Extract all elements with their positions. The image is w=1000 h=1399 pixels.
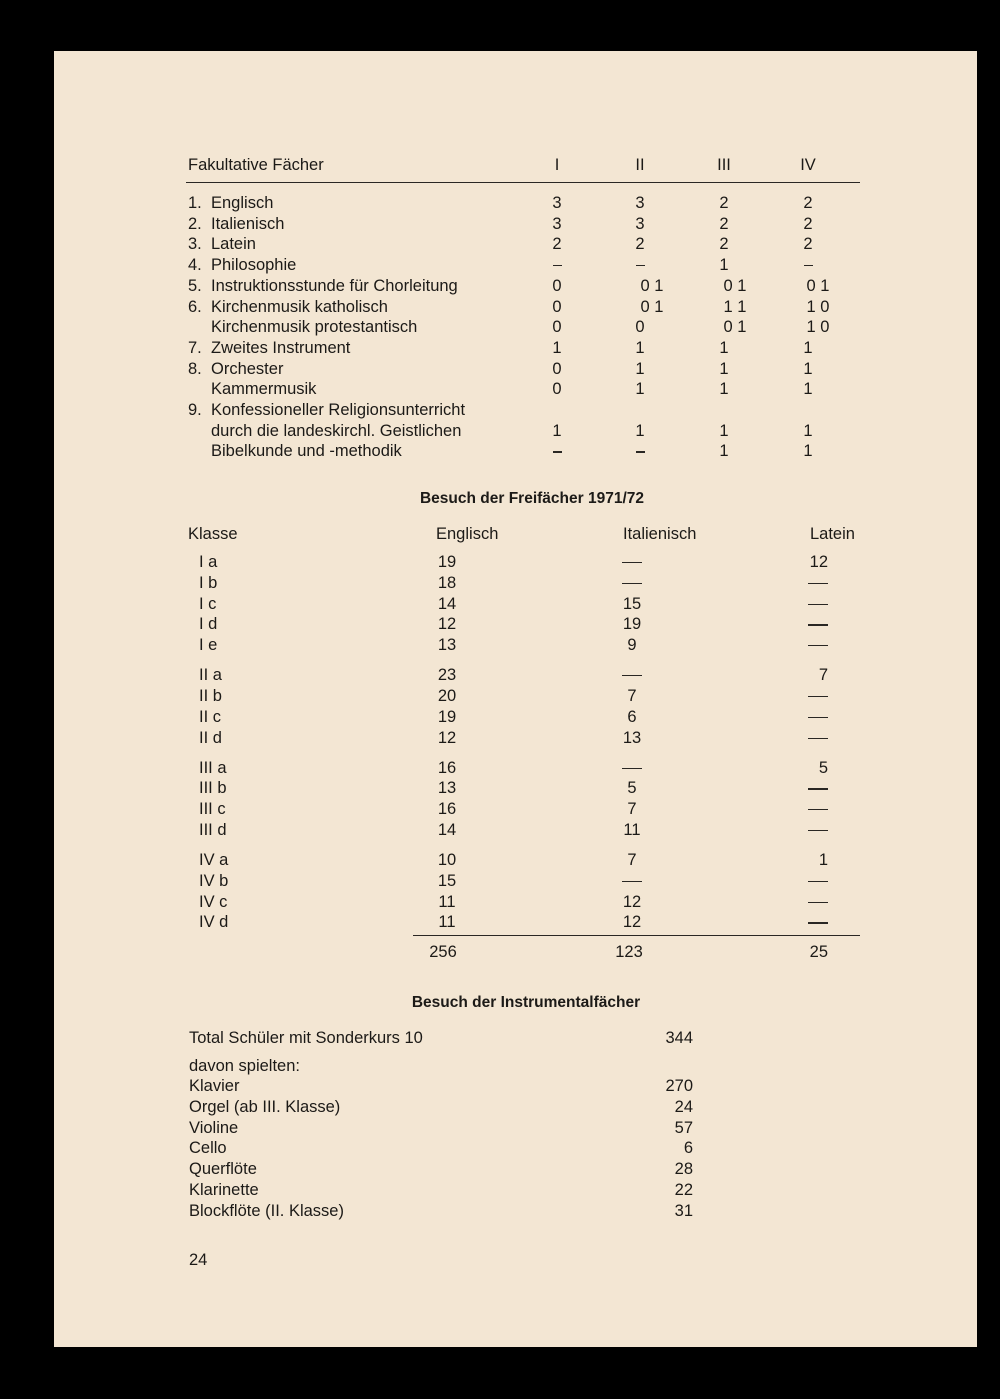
italienisch-value: 12 bbox=[622, 913, 642, 932]
dash-mark bbox=[636, 451, 645, 452]
fakultative-cell: 1 bbox=[719, 380, 729, 399]
klasse-label: III a bbox=[199, 758, 227, 777]
englisch-value: 23 bbox=[437, 666, 457, 685]
latein-value: 12 bbox=[809, 553, 828, 571]
fakultative-cell: 0 bbox=[552, 297, 562, 316]
dash-mark bbox=[553, 451, 562, 452]
latein-value bbox=[728, 778, 828, 798]
latein-value: 7 bbox=[818, 666, 828, 685]
page-number: 24 bbox=[189, 1251, 208, 1269]
fakultative-row-number: 1. bbox=[188, 194, 202, 212]
italienisch-value: 5 bbox=[627, 779, 637, 798]
latein-value: 1 bbox=[818, 851, 828, 869]
fakultative-cell: 2 bbox=[552, 235, 562, 254]
dash-mark bbox=[804, 265, 813, 266]
fakultative-row-number: 3. bbox=[188, 235, 202, 254]
italienisch-value: 13 bbox=[622, 728, 642, 747]
fakultative-cell: 1 bbox=[719, 338, 729, 357]
fakultative-cell: 1 bbox=[719, 442, 729, 461]
klasse-label: II b bbox=[199, 687, 222, 705]
fakultative-cell: 0 bbox=[552, 318, 562, 337]
instrument-value: 57 bbox=[674, 1118, 693, 1137]
fakultative-cell: 1 bbox=[803, 380, 813, 399]
klasse-label: III d bbox=[199, 821, 227, 839]
fakultative-cell: 3 bbox=[552, 214, 562, 233]
englisch-value: 15 bbox=[437, 871, 457, 890]
klasse-label: IV c bbox=[199, 892, 228, 911]
latein-value bbox=[728, 686, 828, 706]
fakultative-cell: 2 bbox=[803, 194, 813, 212]
fakultative-cell: 1 bbox=[719, 256, 729, 275]
fakultative-row-label: Instruktionsstunde für Chorleitung bbox=[211, 276, 458, 295]
klasse-label: III c bbox=[199, 800, 226, 819]
fakultative-col-header: I bbox=[554, 156, 560, 174]
instrument-label: Querflöte bbox=[189, 1160, 257, 1179]
dash-mark bbox=[808, 830, 828, 831]
latein-value bbox=[728, 728, 828, 748]
freifaecher-col-header: Italienisch bbox=[623, 525, 697, 543]
dash-mark bbox=[622, 675, 642, 676]
fakultative-cell: 3 bbox=[635, 214, 645, 233]
italienisch-value: 9 bbox=[627, 636, 637, 655]
dash-mark bbox=[808, 624, 828, 625]
fakultative-cell bbox=[758, 255, 858, 275]
fakultative-row-number: 8. bbox=[188, 359, 202, 378]
fakultative-cell: 0 1 bbox=[723, 276, 747, 295]
italienisch-total: 123 bbox=[615, 943, 643, 961]
latein-value: 5 bbox=[818, 758, 828, 777]
latein-value bbox=[728, 871, 828, 891]
fakultative-cell: 1 bbox=[552, 421, 562, 440]
fakultative-cell: 0 bbox=[552, 359, 562, 378]
fakultative-cell: 1 0 bbox=[806, 297, 830, 316]
englisch-value: 12 bbox=[437, 728, 457, 747]
fakultative-col-header: III bbox=[717, 156, 731, 174]
header-rule bbox=[186, 182, 860, 183]
fakultative-cell: 1 bbox=[803, 359, 813, 378]
klasse-label: I a bbox=[199, 553, 218, 571]
klasse-label: IV b bbox=[199, 871, 229, 890]
italienisch-value: 11 bbox=[623, 821, 641, 839]
fakultative-row-label: Englisch bbox=[211, 194, 274, 212]
instrument-label: Klarinette bbox=[189, 1181, 259, 1199]
italienisch-value bbox=[582, 665, 682, 685]
fakultative-cell: 2 bbox=[719, 194, 729, 212]
dash-mark bbox=[808, 583, 828, 584]
englisch-value: 19 bbox=[437, 553, 457, 571]
fakultative-cell: 3 bbox=[635, 194, 645, 212]
fakultative-row-label: Kammermusik bbox=[211, 380, 317, 399]
instrument-value: 270 bbox=[665, 1077, 693, 1095]
freifaecher-col-header: Klasse bbox=[188, 525, 238, 543]
dash-mark bbox=[808, 881, 828, 882]
englisch-value: 13 bbox=[437, 636, 457, 655]
fakultative-cell: 2 bbox=[803, 214, 813, 233]
instrument-label: Klavier bbox=[189, 1077, 240, 1095]
freifaecher-col-header: Englisch bbox=[436, 525, 499, 543]
instrument-value: 24 bbox=[674, 1097, 693, 1116]
instrument-value: 22 bbox=[674, 1181, 693, 1199]
englisch-total: 256 bbox=[429, 943, 457, 961]
fakultative-cell: 2 bbox=[803, 235, 813, 254]
dash-mark bbox=[808, 788, 828, 789]
fakultative-col-header: IV bbox=[800, 156, 816, 174]
klasse-label: I b bbox=[199, 573, 218, 592]
freifaecher-col-header: Latein bbox=[810, 525, 855, 543]
italienisch-value: 7 bbox=[627, 851, 637, 869]
latein-value bbox=[728, 707, 828, 727]
dash-mark bbox=[808, 809, 828, 810]
klasse-label: II d bbox=[199, 728, 222, 747]
latein-value bbox=[728, 912, 828, 932]
italienisch-value bbox=[582, 871, 682, 891]
fakultative-cell: 2 bbox=[719, 214, 729, 233]
fakultative-cell: 1 bbox=[803, 421, 813, 440]
dash-mark bbox=[808, 922, 828, 923]
italienisch-value bbox=[582, 758, 682, 778]
fakultative-row-number: 5. bbox=[188, 276, 202, 295]
italienisch-value: 7 bbox=[627, 800, 637, 819]
klasse-label: I e bbox=[199, 636, 218, 655]
italienisch-value: 19 bbox=[622, 615, 642, 634]
total-schueler-label: Total Schüler mit Sonderkurs 10 bbox=[189, 1029, 423, 1047]
klasse-label: IV a bbox=[199, 851, 229, 869]
fakultative-row-label: Latein bbox=[211, 235, 256, 254]
klasse-label: III b bbox=[199, 779, 227, 798]
fakultative-cell: 2 bbox=[635, 235, 645, 254]
fakultative-cell: 1 0 bbox=[806, 318, 830, 337]
dash-mark bbox=[808, 717, 828, 718]
klasse-label: I d bbox=[199, 615, 218, 634]
freifaecher-title: Besuch der Freifächer 1971/72 bbox=[419, 490, 644, 507]
italienisch-value bbox=[582, 573, 682, 593]
latein-total: 25 bbox=[809, 943, 828, 961]
fakultative-cell: 1 bbox=[635, 380, 645, 399]
fakultative-cell: 1 1 bbox=[723, 297, 747, 316]
fakultative-cell: 1 bbox=[635, 421, 645, 440]
klasse-label: I c bbox=[199, 594, 217, 613]
englisch-value: 18 bbox=[437, 573, 457, 592]
fakultative-cell: 0 bbox=[552, 276, 562, 295]
englisch-value: 12 bbox=[437, 615, 457, 634]
fakultative-cell: 0 1 bbox=[806, 276, 830, 295]
fakultative-cell: 1 bbox=[635, 359, 645, 378]
fakultative-cell: 1 bbox=[803, 442, 813, 461]
latein-value bbox=[728, 573, 828, 593]
latein-value bbox=[728, 892, 828, 912]
davon-spielten-label: davon spielten: bbox=[189, 1057, 300, 1075]
fakultative-row-label: Kirchenmusik katholisch bbox=[211, 297, 388, 316]
fakultative-row-label: Orchester bbox=[211, 359, 284, 378]
instrument-label: Cello bbox=[189, 1139, 227, 1158]
fakultative-row-label: Italienisch bbox=[211, 214, 285, 233]
englisch-value: 19 bbox=[437, 707, 457, 726]
dash-mark bbox=[808, 902, 828, 903]
dash-mark bbox=[622, 562, 642, 563]
dash-mark bbox=[636, 265, 645, 266]
dash-mark bbox=[808, 645, 828, 646]
englisch-value: 16 bbox=[437, 758, 457, 777]
instrument-value: 6 bbox=[683, 1139, 693, 1158]
fakultative-row-label: Konfessioneller Religionsunterricht bbox=[211, 401, 466, 419]
fakultative-row-label: Philosophie bbox=[211, 256, 297, 275]
fakultative-cell: 0 1 bbox=[723, 318, 747, 337]
fakultative-cell: 0 bbox=[552, 380, 562, 399]
instrument-value: 31 bbox=[674, 1201, 693, 1220]
latein-value bbox=[728, 614, 828, 634]
italienisch-value: 15 bbox=[622, 594, 642, 613]
italienisch-value bbox=[582, 552, 682, 572]
fakultative-row-number: 4. bbox=[188, 256, 202, 275]
fakultative-row-label: Bibelkunde und -methodik bbox=[211, 442, 402, 461]
englisch-value: 16 bbox=[437, 800, 457, 819]
fakultative-cell: 0 bbox=[635, 318, 645, 337]
fakultative-row-label: Zweites Instrument bbox=[211, 338, 351, 357]
klasse-label: IV d bbox=[199, 913, 229, 932]
fakultative-header-label: Fakultative Fächer bbox=[188, 156, 324, 174]
fakultative-cell: 1 bbox=[635, 338, 645, 357]
dash-mark bbox=[808, 738, 828, 739]
englisch-value: 14 bbox=[437, 821, 457, 839]
latein-value bbox=[728, 635, 828, 655]
englisch-value: 20 bbox=[437, 687, 457, 705]
englisch-value: 14 bbox=[437, 594, 457, 613]
instrument-label: Blockflöte (II. Klasse) bbox=[189, 1201, 344, 1220]
latein-value bbox=[728, 799, 828, 819]
fakultative-row-label: Kirchenmusik protestantisch bbox=[211, 318, 418, 337]
fakultative-row-number: 7. bbox=[188, 338, 202, 357]
italienisch-value: 12 bbox=[622, 892, 642, 911]
fakultative-cell: 0 1 bbox=[640, 276, 664, 295]
fakultative-cell: 3 bbox=[552, 194, 562, 212]
latein-value bbox=[728, 594, 828, 614]
englisch-value: 13 bbox=[437, 779, 457, 798]
fakultative-cell: 1 bbox=[719, 421, 729, 440]
fakultative-row-number: 9. bbox=[188, 401, 202, 419]
fakultative-cell: 0 1 bbox=[640, 297, 664, 316]
fakultative-col-header: II bbox=[635, 156, 645, 174]
englisch-value: 11 bbox=[438, 892, 456, 911]
instrumental-title: Besuch der Instrumentalfächer bbox=[411, 994, 641, 1011]
italienisch-value: 7 bbox=[627, 687, 637, 705]
latein-value bbox=[728, 820, 828, 840]
dash-mark bbox=[553, 265, 562, 266]
klasse-label: II c bbox=[199, 707, 222, 726]
instrument-label: Orgel (ab III. Klasse) bbox=[189, 1097, 341, 1116]
italienisch-value: 6 bbox=[627, 707, 637, 726]
englisch-value: 11 bbox=[438, 913, 456, 932]
fakultative-row-label: durch die landeskirchl. Geistlichen bbox=[211, 421, 462, 440]
fakultative-row-number: 2. bbox=[188, 214, 202, 233]
instrument-value: 28 bbox=[674, 1160, 693, 1179]
fakultative-cell: 1 bbox=[719, 359, 729, 378]
instrument-label: Violine bbox=[189, 1118, 239, 1137]
dash-mark bbox=[808, 696, 828, 697]
englisch-value: 10 bbox=[437, 851, 457, 869]
dash-mark bbox=[808, 604, 828, 605]
fakultative-cell: 1 bbox=[803, 338, 813, 357]
fakultative-cell: 2 bbox=[719, 235, 729, 254]
total-schueler-value: 344 bbox=[665, 1029, 693, 1047]
dash-mark bbox=[622, 881, 642, 882]
dash-mark bbox=[622, 583, 642, 584]
dash-mark bbox=[622, 768, 642, 769]
totals-rule bbox=[413, 935, 860, 936]
fakultative-row-number: 6. bbox=[188, 297, 202, 316]
fakultative-cell: 1 bbox=[552, 338, 562, 357]
klasse-label: II a bbox=[199, 666, 222, 685]
